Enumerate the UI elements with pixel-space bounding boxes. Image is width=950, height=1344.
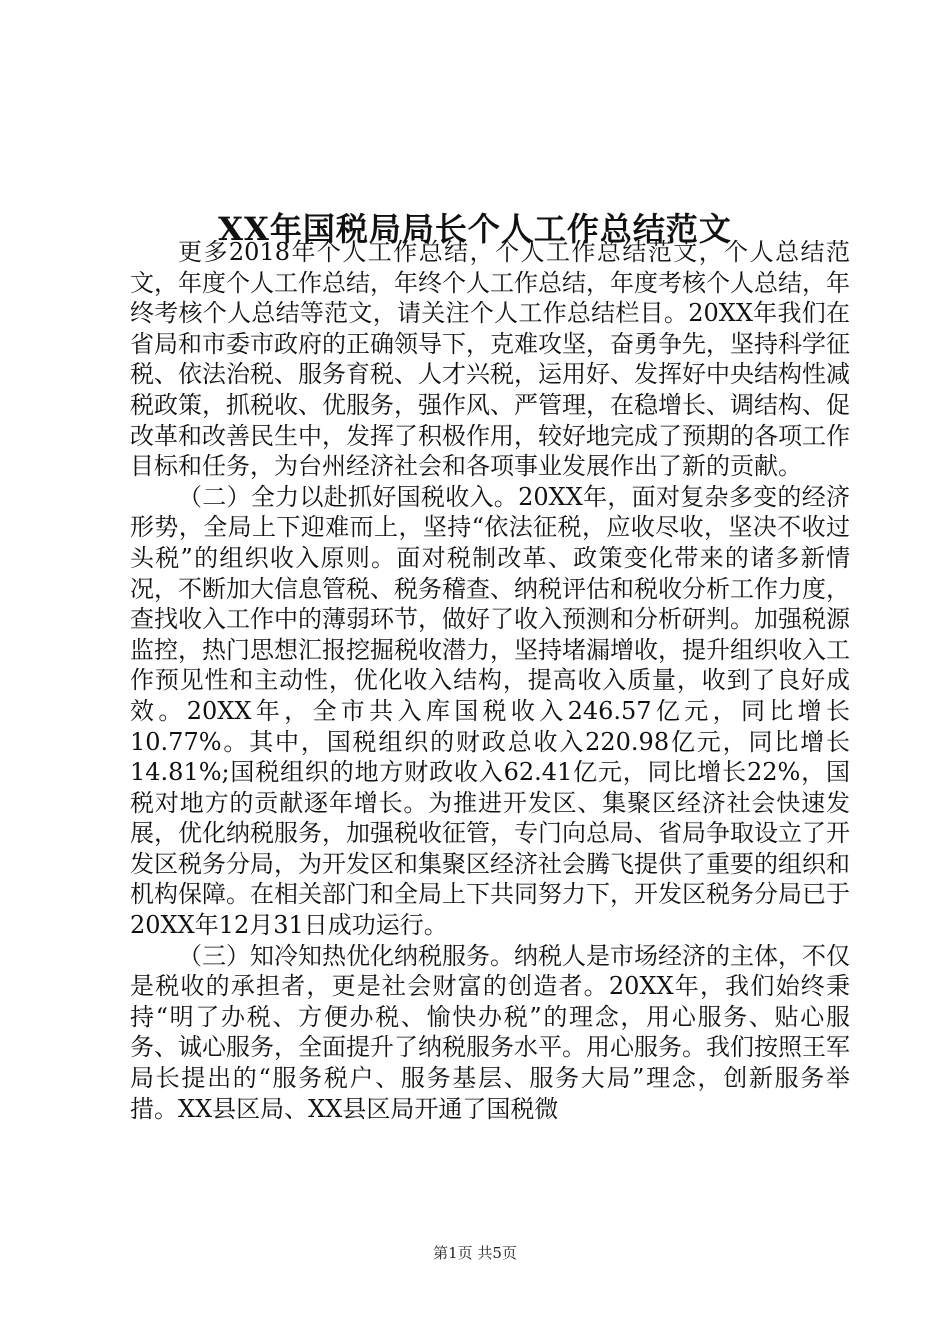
paragraph-tax-service: （三）知冷知热优化纳税服务。纳税人是市场经济的主体，不仅是税收的承担者，更是社会财富的创造者。20XX年，我们始终秉持“明了办税、方便办税、愉快办税”的理念，用心服务、贴心服务、诚心服务，全面提升了纳税服务水平。用心服务。我们按照王军局长提出的“服务税户、服务基层、服务大局”理念，创新服务举措。XX县区局、XX县区局开通了国税微: [130, 941, 850, 1123]
document-title: XX年国税局局长个人工作总结范文: [218, 210, 732, 249]
document-body: [130, 237, 850, 1124]
paragraph-tax-revenue: （二）全力以赴抓好国税收入。20XX年，面对复杂多变的经济形势，全局上下迎难而上，坚持“依法征税，应收尽收，坚决不收过头税”的组织收入原则。面对税制改革、政策变化带来的诸多新情况，不断加大信息管税、税务稽查、纳税评估和税收分析工作力度，查找收入工作中的薄弱环节，做好了收入预测和分析研判。加强税源监控，热门思想汇报挖掘税收潜力，坚持堵漏增收，提升组织收入工作预见性和主动性，优化收入结构，提高收入质量，收到了良好成效。20XX年，全市共入库国税收入246.57亿元，同比增长10.77%。其中，国税组织的财政总收入220.98亿元，同比增长14.81%;国税组织的地方财政收入62.41亿元，同比增长22%，国税对地方的贡献逐年增长。为推进开发区、集聚区经济社会快速发展，优化纳税服务，加强税收征管，专门向总局、省局争取设立了开发区税务分局，为开发区和集聚区经济社会腾飞提供了重要的组织和机构保障。在相关部门和全局上下共同努力下，开发区税务分局已于20XX年12月31日成功运行。: [130, 482, 850, 940]
paragraph-intro: 更多2018年个人工作总结，个人工作总结范文，个人总结范文，年度个人工作总结，年终个人工作总结，年度考核个人总结，年终考核个人总结等范文，请关注个人工作总结栏目。20XX年我们在省局和市委市政府的正确领导下，克难攻坚，奋勇争先，坚持科学征税、依法治税、服务育税、人才兴税，运用好、发挥好中央结构性减税政策，抓税收、优服务，强作风、严管理，在稳增长、调结构、促改革和改善民生中，发挥了积极作用，较好地完成了预期的各项工作目标和任务，为台州经济社会和各项事业发展作出了新的贡献。: [130, 238, 850, 481]
page-footer: 第1页 共5页: [433, 1244, 517, 1262]
